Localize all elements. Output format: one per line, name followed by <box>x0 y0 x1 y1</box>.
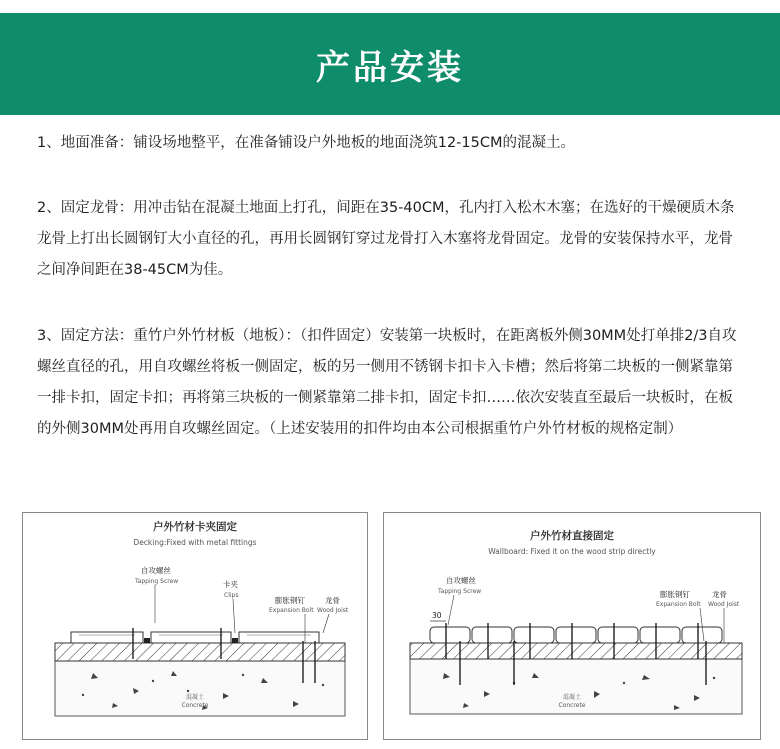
deck-board <box>239 632 319 643</box>
clip-label-cn: 卡夹 <box>223 580 238 589</box>
dimension-label: 30 <box>432 611 442 620</box>
diagram-clip-fixing <box>22 512 368 740</box>
bolt-label-en: Expansion Bolt <box>656 601 701 608</box>
joist-label-cn: 龙骨 <box>325 596 340 605</box>
bolt-label-cn: 膨胀钢钉 <box>275 596 305 605</box>
diagram-subtitle: Decking:Fixed with metal fittings <box>133 538 257 547</box>
joist-label-en: Wood Joist <box>317 607 349 614</box>
page-title: 产品安装 <box>316 47 464 88</box>
wood-joist <box>55 643 345 661</box>
diagram-clip-fixing-drawing <box>23 513 367 739</box>
screw-label-en: Tapping Screw <box>438 588 482 595</box>
concrete-label-en: Concrete <box>181 702 209 709</box>
diagram-title: 户外竹材直接固定 <box>530 530 614 542</box>
step-2-fix-joist: 2、固定龙骨：用冲击钻在混凝土地面上打孔，间距在35-40CM，孔内打入松木木塞；在选好的干燥硬质木条龙骨上打出长圆钢钉大小直径的孔，再用长圆钢钉穿过龙骨打入木塞将龙骨固定。龙骨的安装保持水平，龙骨之间净间距在38-45CM为佳。 <box>37 200 735 278</box>
clip <box>232 638 238 643</box>
clip-leader <box>233 599 235 633</box>
bolt-label-cn: 膨胀钢钉 <box>660 590 690 599</box>
clip <box>144 638 150 643</box>
screw-label-cn: 自攻螺丝 <box>141 566 171 575</box>
screw-label-cn: 自攻螺丝 <box>446 576 476 585</box>
joist-label-en: Wood Joist <box>708 601 740 608</box>
concrete-label-en: Concrete <box>558 702 586 709</box>
bolt-label-en: Expansion Bolt <box>269 607 314 614</box>
diagram-subtitle: Wallboard: Fixed it on the wood strip directly <box>488 547 656 556</box>
diagram-direct-fixing-drawing <box>384 513 760 739</box>
header-banner <box>0 13 780 115</box>
joist-leader <box>323 614 329 633</box>
clip-label-en: Clips <box>224 592 239 599</box>
deck-board <box>71 632 143 643</box>
deck-board <box>151 632 231 643</box>
wall-boards <box>430 627 722 643</box>
concrete-label-cn: 混凝土 <box>562 694 582 701</box>
screw-label-en: Tapping Screw <box>135 578 179 585</box>
diagram-title: 户外竹材卡夹固定 <box>153 521 237 533</box>
screw-leader <box>448 595 454 625</box>
joist-label-cn: 龙骨 <box>712 590 727 599</box>
step-3-fixing-method: 3、固定方法：重竹户外竹材板（地板）：（扣件固定）安装第一块板时，在距离板外侧30MM处打单排2/3自攻螺丝直径的孔，用自攻螺丝将板一侧固定，板的另一侧用不锈钢卡扣卡入卡槽；然后将第二块板的一侧紧靠第一排卡扣，固定卡扣；再将第三块板的一侧紧靠第二排卡扣，固定卡扣……依次安装直至最后一块板时，在板的外侧30MM处再用自攻螺丝固定。（上述安装用的扣件均由本公司根据重竹户外竹材板的规格定制） <box>37 328 737 437</box>
concrete-label-cn: 混凝土 <box>185 694 205 701</box>
step-1-ground-preparation: 1、地面准备：铺设场地整平，在准备铺设户外地板的地面浇筑12-15CM的混凝土。 <box>37 135 575 151</box>
diagram-direct-fixing <box>383 512 761 740</box>
